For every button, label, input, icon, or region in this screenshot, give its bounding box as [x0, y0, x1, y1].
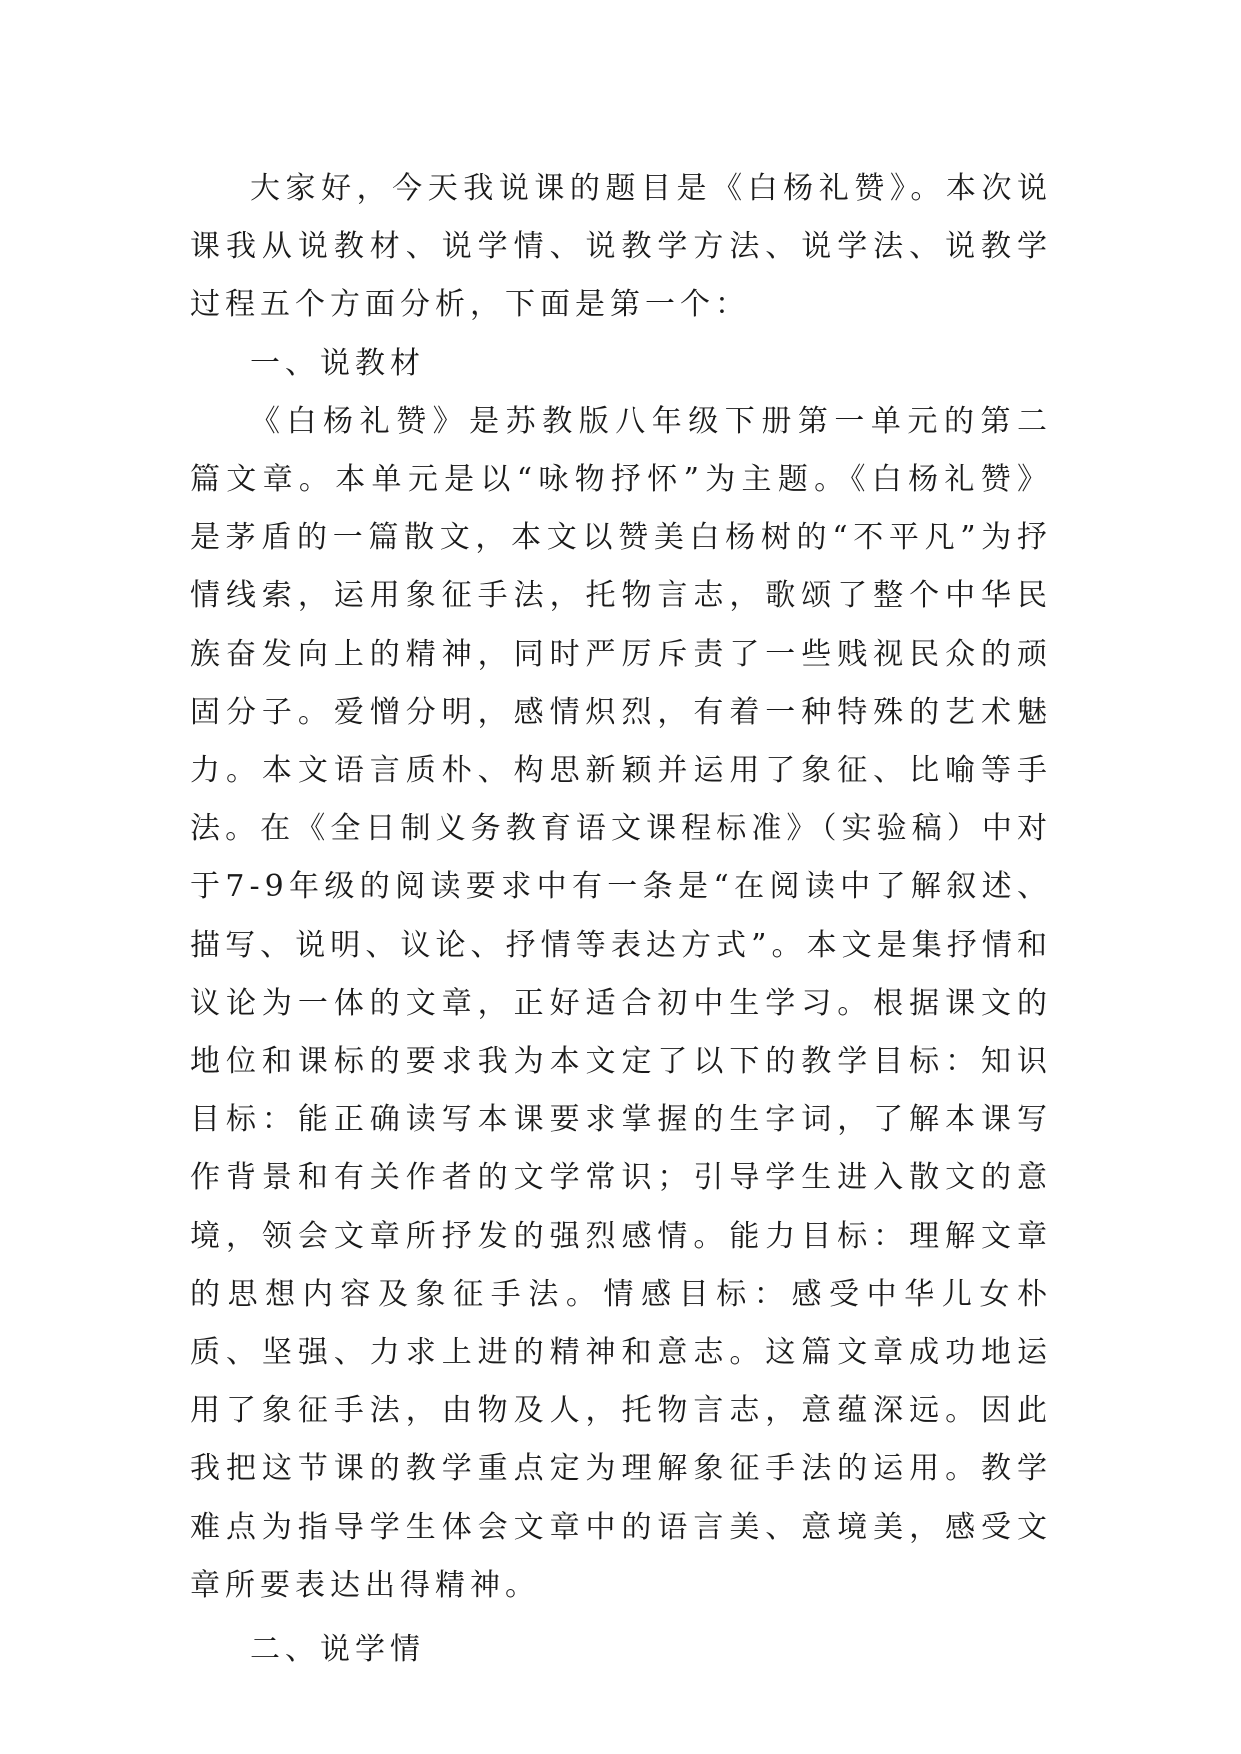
section-heading-student-analysis: 二、说学情 — [250, 1632, 425, 1668]
document-body — [190, 160, 1052, 1679]
teaching-material-paragraph: 《白杨礼赞》是苏教版八年级下册第一单元的第二篇文章。本单元是以“咏物抒怀”为主题。《白杨礼赞》是茅盾的一篇散文，本文以赞美白杨树的“不平凡”为抒情线索，运用象征手法，托物言志，歌颂了整个中华民族奋发向上的精神，同时严厉斥责了一些贱视民众的顽固分子。爱憎分明，感情炽烈，有着一种特殊的艺术魅力。本文语言质朴、构思新颖并运用了象征、比喻等手法。在《全日制义务教育语文课程标准》（实验稿）中对于7-9年级的阅读要求中有一条是“在阅读中了解叙述、描写、说明、议论、抒情等表达方式”。本文是集抒情和议论为一体的文章，正好适合初中生学习。根据课文的地位和课标的要求我为本文定了以下的教学目标：知识目标：能正确读写本课要求掌握的生字词，了解本课写作背景和有关作者的文学常识；引导学生进入散文的意境，领会文章所抒发的强烈感情。能力目标：理解文章的思想内容及象征手法。情感目标：感受中华儿女朴质、坚强、力求上进的精神和意志。这篇文章成功地运用了象征手法，由物及人，托物言志，意蕴深远。因此我把这节课的教学重点定为理解象征手法的运用。教学难点为指导学生体会文章中的语言美、意境美，感受文章所要表达出得精神。 — [190, 403, 1052, 1603]
intro-paragraph: 大家好，今天我说课的题目是《白杨礼赞》。本次说课我从说教材、说学情、说教学方法、说学法、说教学过程五个方面分析，下面是第一个： — [190, 171, 1052, 323]
section-heading-teaching-material: 一、说教材 — [250, 345, 425, 381]
